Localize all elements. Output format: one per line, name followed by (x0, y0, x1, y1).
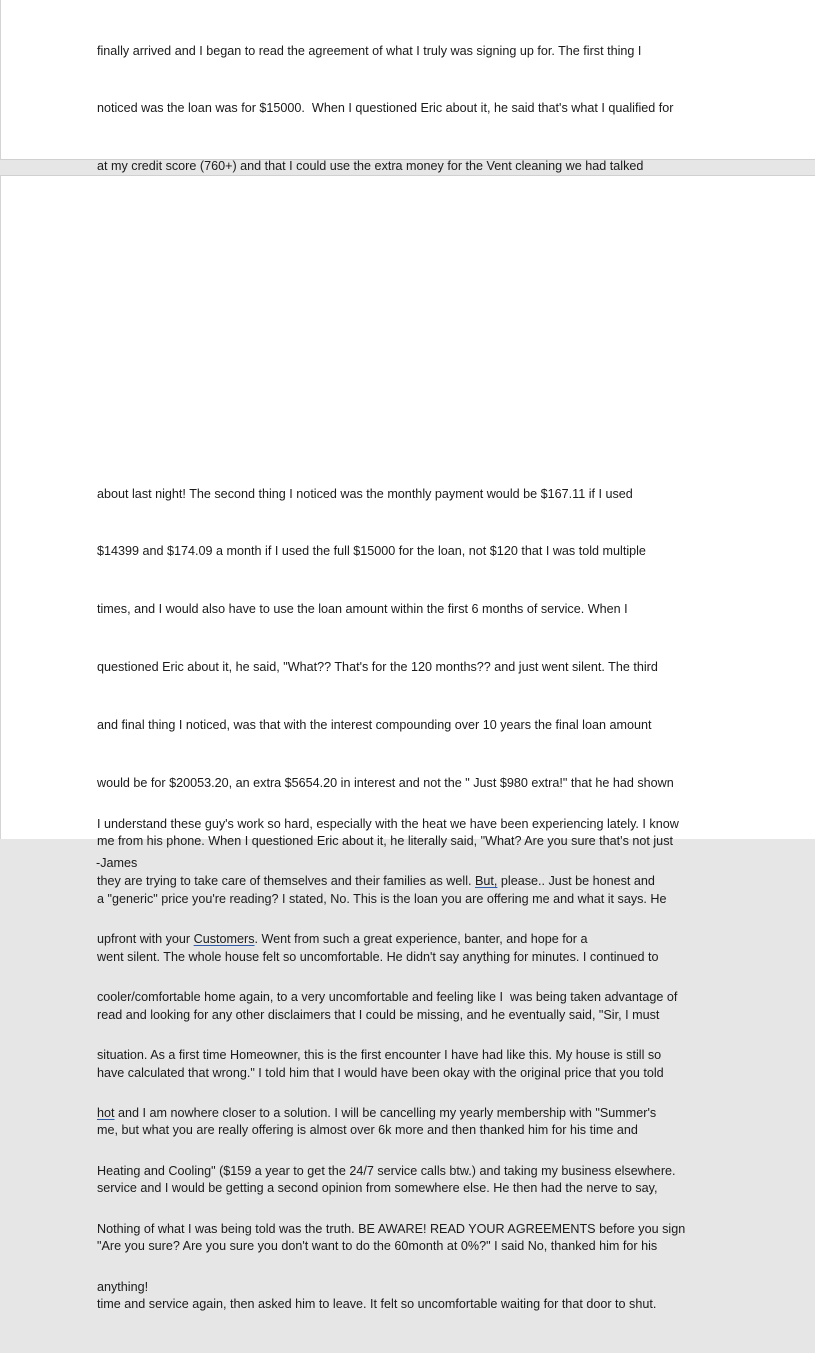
text-line: a "generic" price you're reading? I stated, No. This is the loan you are offering me and what it says. He (97, 891, 667, 906)
text-line: noticed was the loan was for $15000. When I questioned Eric about it, he said that's what I qualified for (97, 101, 674, 116)
signature-block[interactable] (96, 815, 724, 892)
text-line (97, 930, 725, 949)
text-line: $14399 and $174.09 a month if I used the full $15000 for the loan, not $120 that I was told multiple (97, 544, 646, 559)
text-line: service and I would be getting a second opinion from somewhere else. He then had the nerve to say, (97, 1181, 658, 1196)
text-line: Heating and Cooling" ($159 a year to get the 24/7 service calls btw.) and taking my business elsewhere. (97, 1163, 676, 1178)
text-line: and final thing I noticed, was that with the interest compounding over 10 years the final loan amount (97, 718, 652, 733)
text-run: please.. Just be honest and (497, 874, 655, 889)
text-run: upfront with your (97, 932, 194, 947)
text-line: situation. As a first time Homeowner, this is the first encounter I have had like this. My house is still so (97, 1048, 662, 1063)
text-line: went silent. The whole house felt so uncomfortable. He didn't say anything for minutes. I continued to (97, 949, 659, 964)
text-run: and I am nowhere closer to a solution. I will be cancelling my yearly membership with "Summer's (114, 1106, 657, 1121)
text-line: read and looking for any other disclaimers that I could be missing, and he eventually said, "Sir, I must (97, 1007, 660, 1022)
text-line: would be for $20053.20, an extra $5654.20 in interest and not the " Just $980 extra!" that he had shown (97, 776, 674, 791)
text-line: times, and I would also have to use the loan amount within the first 6 months of service. When I (97, 602, 628, 617)
text-line: Nothing of what I was being told was the truth. BE AWARE! READ YOUR AGREEMENTS before you sign (97, 1221, 686, 1236)
text-run: they are trying to take care of themselves and their families as well. (97, 874, 475, 889)
text-line: "Are you sure? Are you sure you don't want to do the 60month at 0%?" I said No, thanked him for his (97, 1239, 658, 1254)
text-line (97, 1104, 725, 1123)
document-page-1 (0, 0, 815, 174)
text-line: me from his phone. When I questioned Eric about it, he literally said, "What? Are you sure that's not just (97, 833, 673, 848)
spellcheck-underlined-word[interactable]: Customers (193, 932, 255, 947)
signature-text: -James (96, 855, 138, 870)
text-line: anything! (97, 1279, 149, 1294)
spellcheck-underlined-word[interactable]: hot (97, 1106, 115, 1121)
text-line: me, but what you are really offering is almost over 6k more and then thanked him for his time and (97, 1123, 638, 1138)
text-line: at my credit score (760+) and that I could use the extra money for the Vent cleaning we had talked (97, 159, 644, 174)
text-run: . Went from such a great experience, banter, and hope for a (254, 932, 588, 947)
text-line: I understand these guy's work so hard, especially with the heat we have been experiencing lately. I know (97, 816, 679, 831)
text-line: questioned Eric about it, he said, "What?? That's for the 120 months?? and just went silent. The third (97, 660, 658, 675)
text-line: have calculated that wrong." I told him that I would have been okay with the original price that you told (97, 1065, 664, 1080)
text-line: time and service again, then asked him to leave. It felt so uncomfortable waiting for that door to shut. (97, 1297, 657, 1312)
text-line: about last night! The second thing I noticed was the monthly payment would be $167.11 if I used (97, 486, 633, 501)
text-line: cooler/comfortable home again, to a very uncomfortable and feeling like I was being taken advantage of (97, 990, 678, 1005)
text-line: finally arrived and I began to read the agreement of what I truly was signing up for. The first thing I (97, 43, 642, 58)
spellcheck-underlined-word[interactable]: But, (475, 874, 498, 889)
